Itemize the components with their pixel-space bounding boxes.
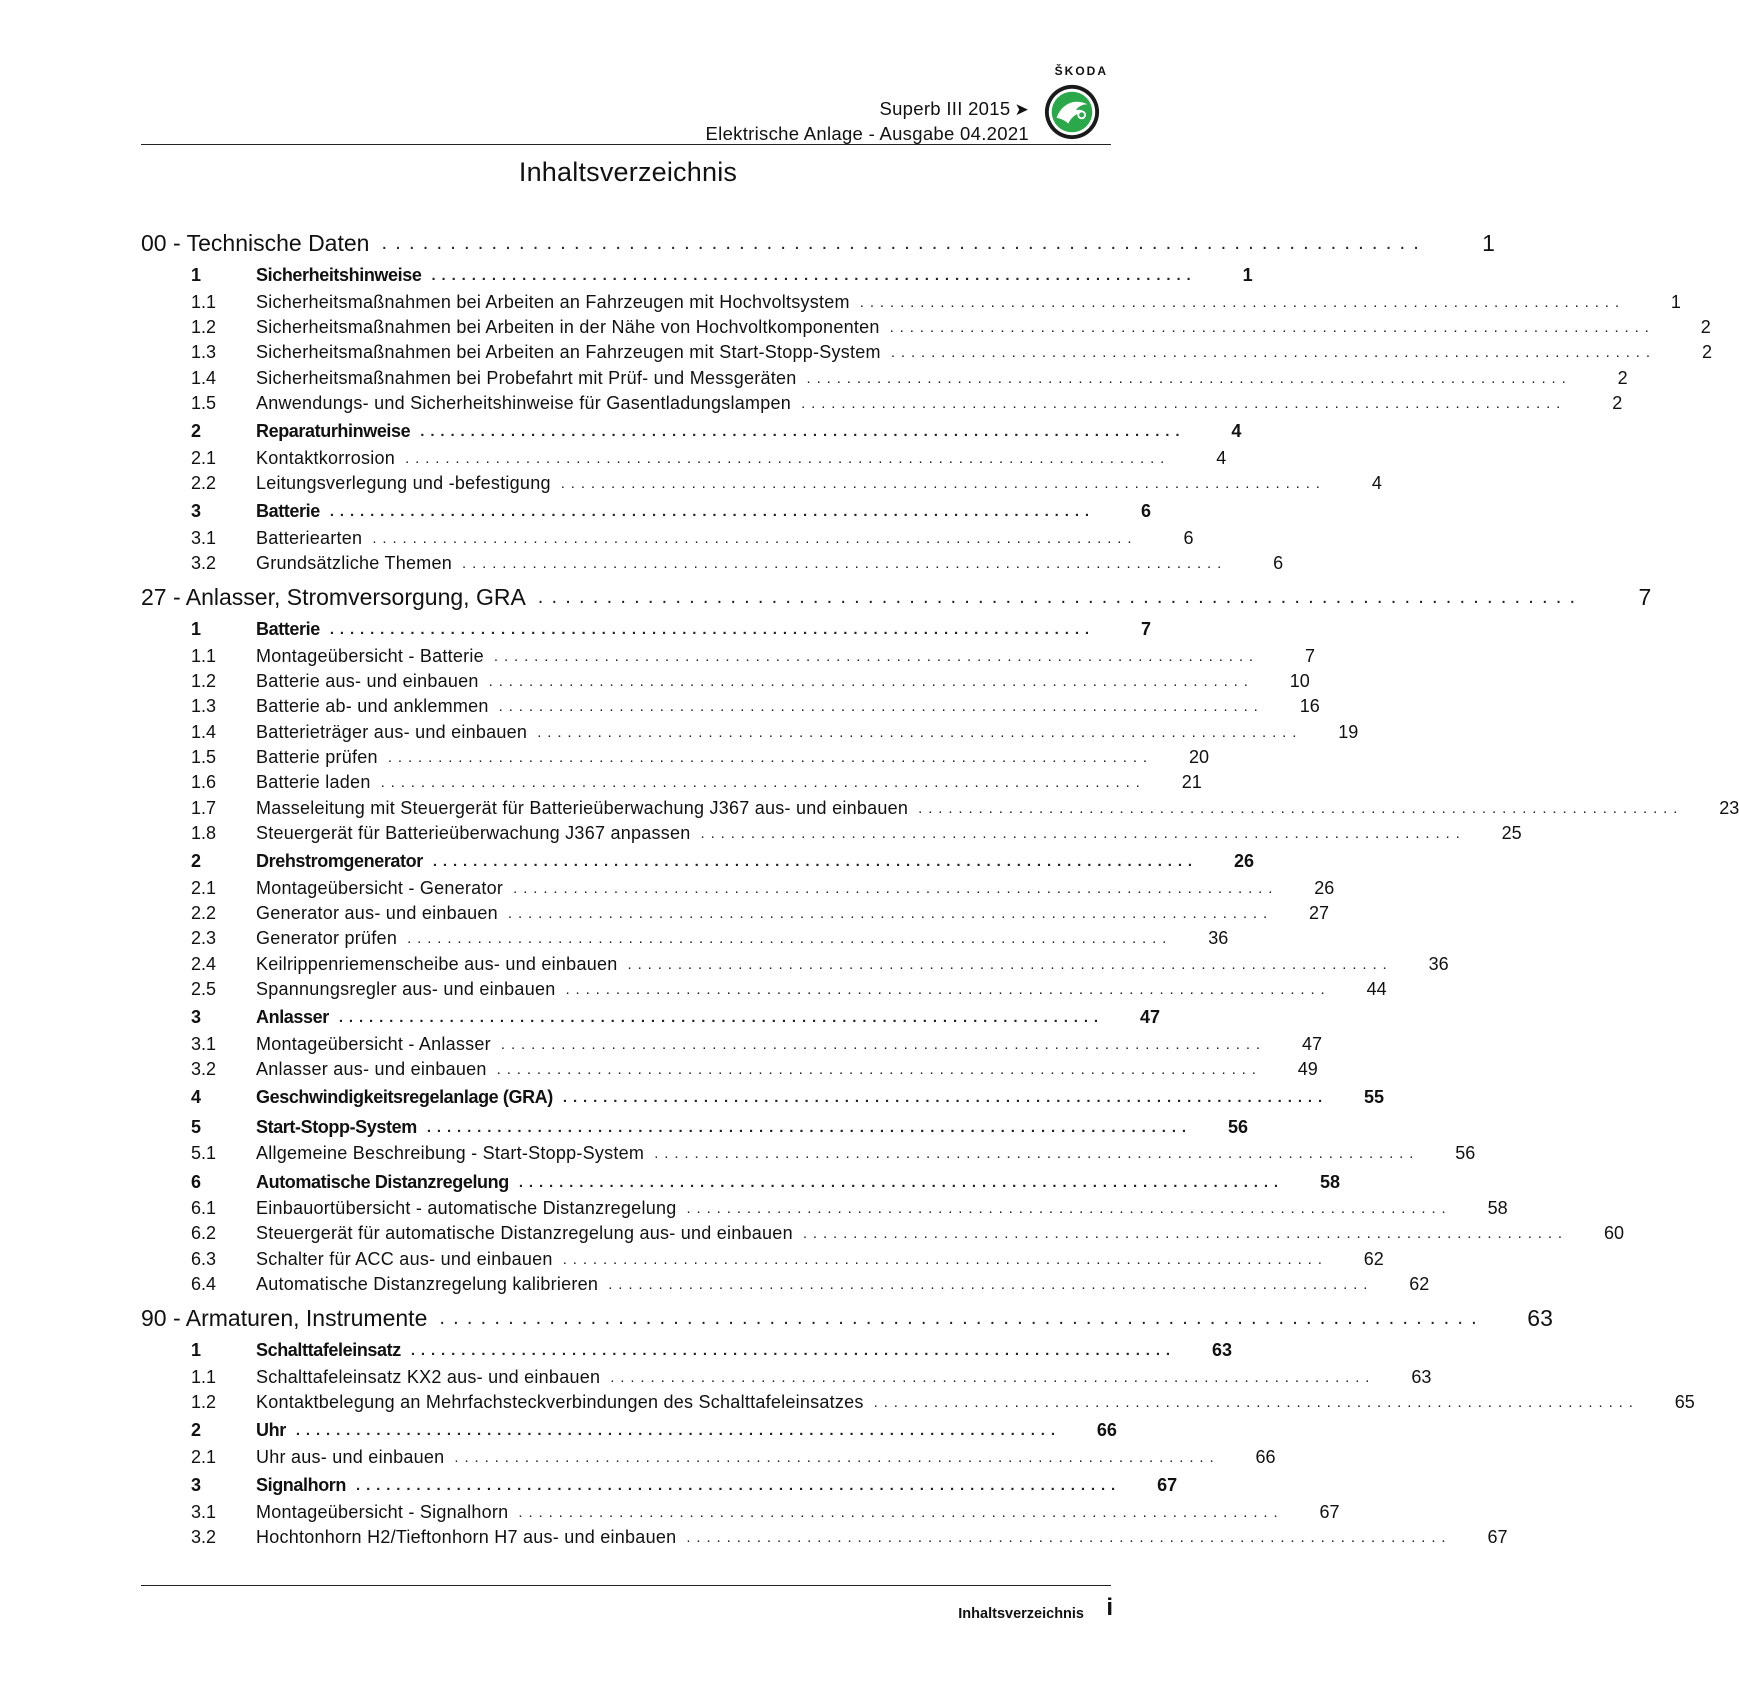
arrow-right-icon: ➤ bbox=[1014, 100, 1029, 119]
section-page-number: 26 bbox=[1233, 851, 1254, 872]
section-number: 3.2 bbox=[191, 553, 217, 574]
section-page-number: 2 bbox=[1617, 367, 1628, 388]
toc-subsection-row[interactable] bbox=[141, 1032, 1323, 1057]
toc-subsection-row[interactable] bbox=[141, 1272, 1430, 1297]
section-title: Steuergerät für Batterieüberwachung J367 anpassen bbox=[256, 822, 691, 843]
toc-section-row[interactable] bbox=[141, 1168, 1340, 1196]
toc-subsection-row[interactable] bbox=[141, 1365, 1432, 1390]
toc-subsection-row[interactable] bbox=[141, 694, 1320, 719]
leader-dots: ............................................................................ bbox=[873, 1394, 1639, 1412]
section-number: 3.2 bbox=[191, 1526, 217, 1547]
section-number: 1.5 bbox=[191, 747, 217, 767]
section-title: Uhr aus- und einbauen bbox=[256, 1446, 445, 1467]
section-title: Montageübersicht - Signalhorn bbox=[256, 1501, 509, 1522]
leader-dots: ............................................................................ bbox=[426, 1118, 1192, 1136]
toc-section-row[interactable] bbox=[141, 498, 1151, 526]
section-page-number: 66 bbox=[1255, 1446, 1276, 1467]
footer-page-number: i bbox=[1106, 1594, 1113, 1621]
toc-chapter-row[interactable] bbox=[141, 1301, 1553, 1335]
section-number: 3 bbox=[191, 501, 202, 522]
section-title: Grundsätzliche Themen bbox=[256, 553, 453, 574]
header-divider bbox=[141, 144, 1111, 145]
document-subtitle: Elektrische Anlage - Ausgabe 04.2021 bbox=[705, 123, 1029, 144]
section-page-number: 10 bbox=[1289, 671, 1310, 692]
leader-dots: ............................................................................ bbox=[518, 1503, 1284, 1521]
toc-chapter-row[interactable] bbox=[141, 226, 1495, 260]
section-title: Batterie aus- und einbauen bbox=[256, 671, 479, 692]
section-title: Generator aus- und einbauen bbox=[256, 902, 498, 923]
section-page-number: 4 bbox=[1371, 472, 1382, 493]
toc-section-row[interactable] bbox=[141, 1337, 1232, 1365]
toc-subsection-row[interactable] bbox=[141, 821, 1522, 846]
leader-dots: ............................................................................ bbox=[410, 1342, 1176, 1360]
section-title: Kontaktkorrosion bbox=[256, 447, 396, 468]
section-page-number: 67 bbox=[1319, 1501, 1340, 1522]
leader-dots: ............................................................................ bbox=[686, 1528, 1452, 1546]
section-page-number: 26 bbox=[1314, 877, 1335, 898]
leader-dots: ............................................................................ bbox=[806, 369, 1572, 387]
section-page-number: 56 bbox=[1227, 1116, 1248, 1137]
section-number: 6.4 bbox=[191, 1273, 217, 1294]
section-page-number: 47 bbox=[1301, 1033, 1323, 1054]
leader-dots: ............................................................................ bbox=[405, 449, 1171, 467]
section-number: 2.1 bbox=[191, 1446, 217, 1467]
section-title: Spannungsregler aus- und einbauen bbox=[256, 978, 556, 999]
section-title: Einbauortübersicht - automatische Distanzregelung bbox=[256, 1198, 677, 1219]
section-number: 2.3 bbox=[191, 928, 217, 949]
section-number: 1.1 bbox=[191, 645, 217, 666]
section-page-number: 2 bbox=[1612, 392, 1623, 413]
page-title: Inhaltsverzeichnis bbox=[518, 157, 738, 187]
section-page-number: 23 bbox=[1719, 797, 1739, 818]
leader-dots: ............................................................................ bbox=[802, 1225, 1568, 1243]
section-title: Steuergerät für automatische Distanzregelung aus- und einbauen bbox=[256, 1223, 793, 1244]
section-number: 1.3 bbox=[191, 342, 217, 363]
toc-section-row[interactable] bbox=[141, 1472, 1178, 1500]
section-number: 6.1 bbox=[191, 1198, 217, 1219]
toc-subsection-row[interactable] bbox=[141, 1057, 1318, 1082]
section-title: Schalter für ACC aus- und einbauen bbox=[256, 1248, 553, 1269]
leader-dots: ............................................................................ bbox=[537, 585, 1584, 608]
chapter-page-number: 63 bbox=[1527, 1304, 1553, 1331]
leader-dots: ............................................................................ bbox=[801, 394, 1567, 412]
section-page-number: 25 bbox=[1501, 822, 1522, 843]
toc-subsection-row[interactable] bbox=[141, 926, 1229, 951]
section-title: Hochtonhorn H2/Tieftonhorn H7 aus- und einbauen bbox=[256, 1526, 677, 1547]
section-page-number: 6 bbox=[1183, 527, 1194, 548]
leader-dots: ............................................................................ bbox=[562, 1089, 1329, 1107]
leader-dots: ............................................................................ bbox=[518, 1173, 1284, 1191]
toc-subsection-row[interactable] bbox=[141, 340, 1712, 365]
section-page-number: 7 bbox=[1140, 619, 1151, 640]
section-title: Signalhorn bbox=[256, 1475, 346, 1496]
section-title: Keilrippenriemenscheibe aus- und einbauen bbox=[256, 953, 618, 974]
chapter-title: 00 - Technische Daten bbox=[141, 230, 381, 257]
section-number: 1.4 bbox=[191, 721, 217, 742]
toc-subsection-row[interactable] bbox=[141, 1525, 1508, 1550]
section-number: 3.1 bbox=[191, 1501, 217, 1522]
toc-section-row[interactable] bbox=[141, 616, 1151, 644]
leader-dots: ............................................................................ bbox=[380, 774, 1146, 792]
model-line bbox=[706, 97, 1029, 122]
leader-dots: ............................................................................ bbox=[859, 293, 1625, 311]
section-title: Masseleitung mit Steuergerät für Batterieüberwachung J367 aus- und einbauen bbox=[256, 797, 909, 818]
section-title: Generator prüfen bbox=[256, 928, 398, 949]
toc-subsection-row[interactable] bbox=[141, 745, 1209, 770]
section-title: Batterie laden bbox=[256, 772, 371, 793]
section-page-number: 6 bbox=[1140, 501, 1151, 522]
section-number: 2.5 bbox=[191, 978, 217, 999]
section-page-number: 47 bbox=[1139, 1007, 1160, 1028]
toc-subsection-row[interactable] bbox=[141, 644, 1316, 669]
leader-dots: ............................................................................ bbox=[498, 698, 1264, 716]
toc-subsection-row[interactable] bbox=[141, 365, 1628, 390]
toc-subsection-row[interactable] bbox=[141, 1221, 1624, 1246]
leader-dots: ............................................................................ bbox=[431, 267, 1197, 285]
section-page-number: 62 bbox=[1363, 1248, 1384, 1269]
section-number: 2 bbox=[191, 851, 202, 872]
skoda-logo-icon bbox=[1043, 83, 1101, 141]
section-page-number: 49 bbox=[1297, 1058, 1318, 1079]
leader-dots: ............................................................................ bbox=[432, 853, 1198, 871]
section-title: Sicherheitsmaßnahmen bei Probefahrt mit Prüf- und Messgeräten bbox=[256, 367, 797, 388]
section-title: Leitungsverlegung und -befestigung bbox=[256, 472, 551, 493]
chapter-page-number: 1 bbox=[1482, 229, 1495, 256]
chapter-page-number: 7 bbox=[1638, 583, 1652, 610]
leader-dots: ............................................................................ bbox=[627, 955, 1393, 973]
leader-dots: ............................................................................ bbox=[513, 879, 1279, 897]
toc-subsection-row[interactable] bbox=[141, 290, 1681, 315]
leader-dots: ............................................................................ bbox=[537, 723, 1303, 741]
leader-dots: ............................................................................ bbox=[329, 621, 1095, 639]
section-title: Sicherheitsmaßnahmen bei Arbeiten an Fahrzeugen mit Start-Stopp-System bbox=[256, 342, 881, 363]
toc-chapter-row[interactable] bbox=[141, 580, 1652, 614]
section-number: 2.1 bbox=[191, 877, 217, 898]
section-title: Drehstromgenerator bbox=[256, 851, 423, 872]
section-title: Batteriearten bbox=[256, 527, 363, 548]
section-number: 3.2 bbox=[191, 1058, 217, 1079]
section-title: Montageübersicht - Batterie bbox=[256, 645, 484, 666]
toc-subsection-row[interactable] bbox=[141, 951, 1449, 976]
toc-section-row[interactable] bbox=[141, 848, 1254, 876]
section-page-number: 67 bbox=[1157, 1475, 1178, 1496]
section-number: 5.1 bbox=[191, 1143, 217, 1164]
section-title: Kontaktbelegung an Mehrfachsteckverbindungen des Schalttafeleinsatzes bbox=[256, 1392, 864, 1413]
section-page-number: 27 bbox=[1309, 902, 1330, 923]
toc-subsection-row[interactable] bbox=[141, 720, 1359, 745]
toc-subsection-row[interactable] bbox=[141, 1196, 1508, 1221]
leader-dots: ............................................................................ bbox=[420, 423, 1186, 441]
leader-dots: ............................................................................ bbox=[565, 980, 1331, 998]
section-title: Sicherheitshinweise bbox=[256, 265, 422, 286]
leader-dots: ............................................................................ bbox=[496, 1060, 1262, 1078]
section-title: Geschwindigkeitsregelanlage (GRA) bbox=[256, 1087, 553, 1108]
toc-subsection-row[interactable] bbox=[141, 901, 1330, 926]
section-title: Reparaturhinweise bbox=[256, 421, 411, 442]
leader-dots: ............................................................................ bbox=[295, 1422, 1061, 1440]
section-number: 3 bbox=[191, 1007, 202, 1028]
section-number: 6.3 bbox=[191, 1248, 217, 1269]
section-number: 2.2 bbox=[191, 472, 217, 493]
leader-dots: ............................................................................ bbox=[560, 474, 1326, 492]
toc-section-row[interactable] bbox=[141, 262, 1253, 290]
section-page-number: 63 bbox=[1411, 1366, 1432, 1387]
section-page-number: 67 bbox=[1487, 1526, 1508, 1547]
section-title: Batterie ab- und anklemmen bbox=[256, 696, 489, 717]
toc-subsection-row[interactable] bbox=[141, 1500, 1340, 1525]
leader-dots: ............................................................................ bbox=[700, 824, 1466, 842]
section-number: 3.1 bbox=[191, 527, 217, 548]
leader-dots: ............................................................................ bbox=[610, 1368, 1376, 1386]
section-page-number: 44 bbox=[1366, 978, 1387, 999]
footer-divider bbox=[141, 1585, 1111, 1586]
section-title: Batterie bbox=[256, 619, 320, 640]
section-title: Start-Stopp-System bbox=[256, 1116, 417, 1137]
section-title: Batterie bbox=[256, 501, 320, 522]
section-number: 3.1 bbox=[191, 1033, 217, 1054]
section-number: 1 bbox=[191, 619, 202, 640]
leader-dots: ............................................................................ bbox=[654, 1145, 1420, 1163]
leader-dots: ............................................................................ bbox=[462, 555, 1228, 573]
section-page-number: 56 bbox=[1455, 1143, 1476, 1164]
section-title: Automatische Distanzregelung kalibrieren bbox=[256, 1273, 599, 1294]
leader-dots: ............................................................................ bbox=[439, 1306, 1485, 1329]
section-title: Montageübersicht - Generator bbox=[256, 877, 504, 898]
leader-dots: ............................................................................ bbox=[562, 1250, 1328, 1268]
leader-dots: ............................................................................ bbox=[608, 1275, 1374, 1293]
section-page-number: 4 bbox=[1216, 447, 1227, 468]
section-number: 1.8 bbox=[191, 822, 217, 843]
leader-dots: ............................................................................ bbox=[356, 1477, 1122, 1495]
page-header bbox=[141, 64, 1111, 146]
section-number: 6.2 bbox=[191, 1223, 217, 1244]
section-number: 1.1 bbox=[191, 1366, 217, 1387]
leader-dots: ............................................................................ bbox=[918, 799, 1684, 817]
section-title: Sicherheitsmaßnahmen bei Arbeiten an Fahrzeugen mit Hochvoltsystem bbox=[256, 291, 850, 312]
leader-dots: ............................................................................ bbox=[686, 1200, 1452, 1218]
toc-subsection-row[interactable] bbox=[141, 1445, 1276, 1470]
toc-subsection-row[interactable] bbox=[141, 795, 1739, 820]
section-page-number: 1 bbox=[1242, 265, 1253, 286]
brand-name: ŠKODA bbox=[1054, 64, 1108, 78]
section-page-number: 58 bbox=[1319, 1171, 1340, 1192]
leader-dots: ............................................................................ bbox=[507, 904, 1274, 922]
section-title: Uhr bbox=[256, 1420, 286, 1441]
section-number: 2.2 bbox=[191, 902, 217, 923]
toc-chapter bbox=[141, 580, 1739, 1297]
toc-section-row[interactable] bbox=[141, 418, 1242, 446]
section-page-number: 36 bbox=[1428, 953, 1449, 974]
toc-subsection-row[interactable] bbox=[141, 391, 1623, 416]
toc-section-row[interactable] bbox=[141, 1417, 1117, 1445]
toc-subsection-row[interactable] bbox=[141, 445, 1227, 470]
section-page-number: 6 bbox=[1273, 553, 1284, 574]
toc-subsection-row[interactable] bbox=[141, 551, 1284, 576]
section-number: 2.1 bbox=[191, 447, 217, 468]
section-number: 1.2 bbox=[191, 316, 217, 337]
leader-dots: ............................................................................ bbox=[338, 1009, 1104, 1027]
section-title: Allgemeine Beschreibung - Start-Stopp-System bbox=[256, 1143, 645, 1164]
leader-dots: ............................................................................ bbox=[454, 1448, 1220, 1466]
section-title: Montageübersicht - Anlasser bbox=[256, 1033, 491, 1054]
section-page-number: 4 bbox=[1231, 421, 1242, 442]
section-number: 1.6 bbox=[191, 772, 217, 793]
leader-dots: ............................................................................ bbox=[493, 647, 1260, 665]
section-number: 1 bbox=[191, 1340, 202, 1361]
toc-section-row[interactable] bbox=[141, 1004, 1160, 1032]
header-text bbox=[706, 97, 1029, 146]
toc-subsection-row[interactable] bbox=[141, 1247, 1384, 1272]
section-title: Batterie prüfen bbox=[256, 747, 378, 767]
section-number: 1.2 bbox=[191, 671, 217, 692]
section-page-number: 7 bbox=[1305, 645, 1316, 666]
section-page-number: 2 bbox=[1700, 316, 1711, 337]
toc-subsection-row[interactable] bbox=[141, 1390, 1695, 1415]
section-title: Schalttafeleinsatz bbox=[256, 1340, 401, 1361]
toc-chapter bbox=[141, 226, 1712, 576]
leader-dots: ............................................................................ bbox=[387, 749, 1153, 766]
leader-dots: ............................................................................ bbox=[889, 318, 1655, 336]
section-number: 2 bbox=[191, 421, 202, 442]
section-title: Batterieträger aus- und einbauen bbox=[256, 721, 528, 742]
section-page-number: 65 bbox=[1674, 1392, 1695, 1413]
section-number: 2.4 bbox=[191, 953, 217, 974]
leader-dots: ............................................................................ bbox=[500, 1035, 1267, 1053]
section-number: 6 bbox=[191, 1171, 202, 1192]
section-number: 4 bbox=[191, 1087, 202, 1108]
toc-subsection-row[interactable] bbox=[141, 471, 1382, 496]
section-number: 1.5 bbox=[191, 392, 217, 413]
model-name: Superb III 2015 bbox=[879, 98, 1011, 119]
section-number: 1 bbox=[191, 265, 202, 286]
leader-dots: ............................................................................ bbox=[381, 231, 1427, 254]
toc-subsection-row[interactable] bbox=[141, 526, 1194, 551]
section-page-number: 1 bbox=[1670, 291, 1681, 312]
toc-subsection-row[interactable] bbox=[141, 770, 1202, 795]
section-page-number: 62 bbox=[1409, 1273, 1430, 1294]
section-number: 1.7 bbox=[191, 797, 217, 818]
section-page-number: 63 bbox=[1211, 1340, 1232, 1361]
toc-subsection-row[interactable] bbox=[141, 977, 1387, 1002]
section-title: Automatische Distanzregelung bbox=[256, 1171, 509, 1192]
table-of-contents bbox=[141, 226, 1739, 1554]
toc-section-row[interactable] bbox=[141, 1114, 1248, 1142]
section-page-number: 55 bbox=[1364, 1087, 1385, 1108]
section-page-number: 21 bbox=[1181, 772, 1202, 793]
chapter-title: 90 - Armaturen, Instrumente bbox=[141, 1305, 439, 1332]
leader-dots: ............................................................................ bbox=[488, 673, 1254, 691]
toc-subsection-row[interactable] bbox=[141, 876, 1335, 901]
section-number: 3 bbox=[191, 1475, 202, 1496]
section-number: 1.3 bbox=[191, 696, 217, 717]
section-number: 1.2 bbox=[191, 1392, 217, 1413]
footer-label: Inhaltsverzeichnis bbox=[958, 1606, 1084, 1622]
section-number: 2 bbox=[191, 1420, 202, 1441]
toc-chapter bbox=[141, 1301, 1695, 1550]
section-page-number: 60 bbox=[1603, 1223, 1624, 1244]
section-page-number: 66 bbox=[1096, 1420, 1117, 1441]
section-number: 5 bbox=[191, 1116, 202, 1137]
section-page-number: 36 bbox=[1208, 928, 1229, 949]
toc-section-row[interactable] bbox=[141, 1084, 1385, 1112]
toc-subsection-row[interactable] bbox=[141, 669, 1310, 694]
toc-subsection-row[interactable] bbox=[141, 315, 1711, 340]
leader-dots: ............................................................................ bbox=[407, 930, 1173, 948]
section-page-number: 16 bbox=[1299, 696, 1320, 717]
leader-dots: ............................................................................ bbox=[329, 503, 1095, 521]
toc-subsection-row[interactable] bbox=[141, 1141, 1476, 1166]
section-title: Anlasser aus- und einbauen bbox=[256, 1058, 487, 1079]
section-page-number: 58 bbox=[1487, 1198, 1508, 1219]
section-title: Sicherheitsmaßnahmen bei Arbeiten in der Nähe von Hochvoltkomponenten bbox=[256, 316, 880, 337]
section-page-number: 20 bbox=[1188, 747, 1209, 767]
section-number: 1.1 bbox=[191, 291, 217, 312]
section-title: Anlasser bbox=[256, 1007, 329, 1028]
chapter-title: 27 - Anlasser, Stromversorgung, GRA bbox=[141, 584, 538, 611]
section-title: Schalttafeleinsatz KX2 aus- und einbauen bbox=[256, 1366, 601, 1387]
leader-dots: ............................................................................ bbox=[372, 529, 1138, 547]
section-page-number: 2 bbox=[1701, 342, 1712, 363]
section-page-number: 19 bbox=[1338, 721, 1359, 742]
section-title: Anwendungs- und Sicherheitshinweise für Gasentladungslampen bbox=[256, 392, 792, 413]
leader-dots: ............................................................................ bbox=[890, 344, 1656, 362]
section-number: 1.4 bbox=[191, 367, 217, 388]
